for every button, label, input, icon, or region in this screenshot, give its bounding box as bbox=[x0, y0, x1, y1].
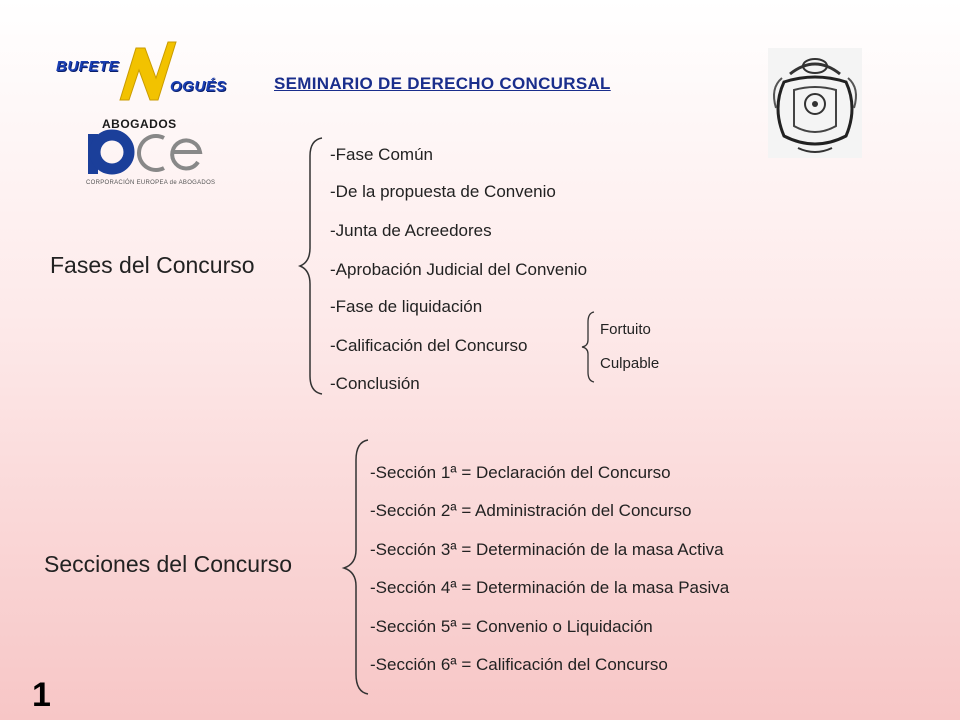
fases-item: -Fase de liquidación bbox=[330, 297, 483, 316]
logo-word-bufete: BUFETE bbox=[56, 58, 119, 75]
fases-item: -Conclusión bbox=[330, 374, 420, 393]
secciones-item: -Sección 1ª = Declaración del Concurso bbox=[370, 463, 671, 482]
secciones-item: -Sección 2ª = Administración del Concurso bbox=[370, 501, 692, 520]
fases-item: -Fase Común bbox=[330, 145, 433, 164]
fases-item: -Junta de Acreedores bbox=[330, 221, 492, 240]
logo-word-ogues: OGUÉS bbox=[170, 78, 227, 95]
cea-caption: CORPORACIÓN EUROPEA de ABOGADOS bbox=[86, 180, 216, 186]
cea-logo bbox=[82, 128, 218, 194]
calificacion-option: Culpable bbox=[600, 355, 660, 372]
secciones-item: -Sección 3ª = Determinación de la masa Activa bbox=[370, 540, 724, 559]
page-title: SEMINARIO DE DERECHO CONCURSAL bbox=[274, 74, 611, 93]
logo-word-abogados: ABOGADOS bbox=[102, 117, 177, 131]
secciones-heading: Secciones del Concurso bbox=[44, 551, 293, 577]
secciones-item: -Sección 4ª = Determinación de la masa Pasiva bbox=[370, 578, 730, 597]
calificacion-brace bbox=[580, 310, 600, 384]
fases-item: -De la propuesta de Convenio bbox=[330, 182, 556, 201]
fases-item: -Calificación del Concurso bbox=[330, 336, 528, 355]
secciones-item: -Sección 6ª = Calificación del Concurso bbox=[370, 655, 668, 674]
calificacion-option: Fortuito bbox=[600, 321, 651, 338]
coat-of-arms-icon bbox=[768, 48, 862, 158]
seal-emblem bbox=[768, 48, 862, 158]
bufete-nogues-logo bbox=[52, 38, 242, 130]
fases-item: -Aprobación Judicial del Convenio bbox=[330, 260, 588, 279]
page-number: 1 bbox=[32, 676, 51, 714]
fases-heading: Fases del Concurso bbox=[50, 252, 255, 278]
secciones-item: -Sección 5ª = Convenio o Liquidación bbox=[370, 617, 653, 636]
cea-mark-icon bbox=[82, 128, 218, 180]
